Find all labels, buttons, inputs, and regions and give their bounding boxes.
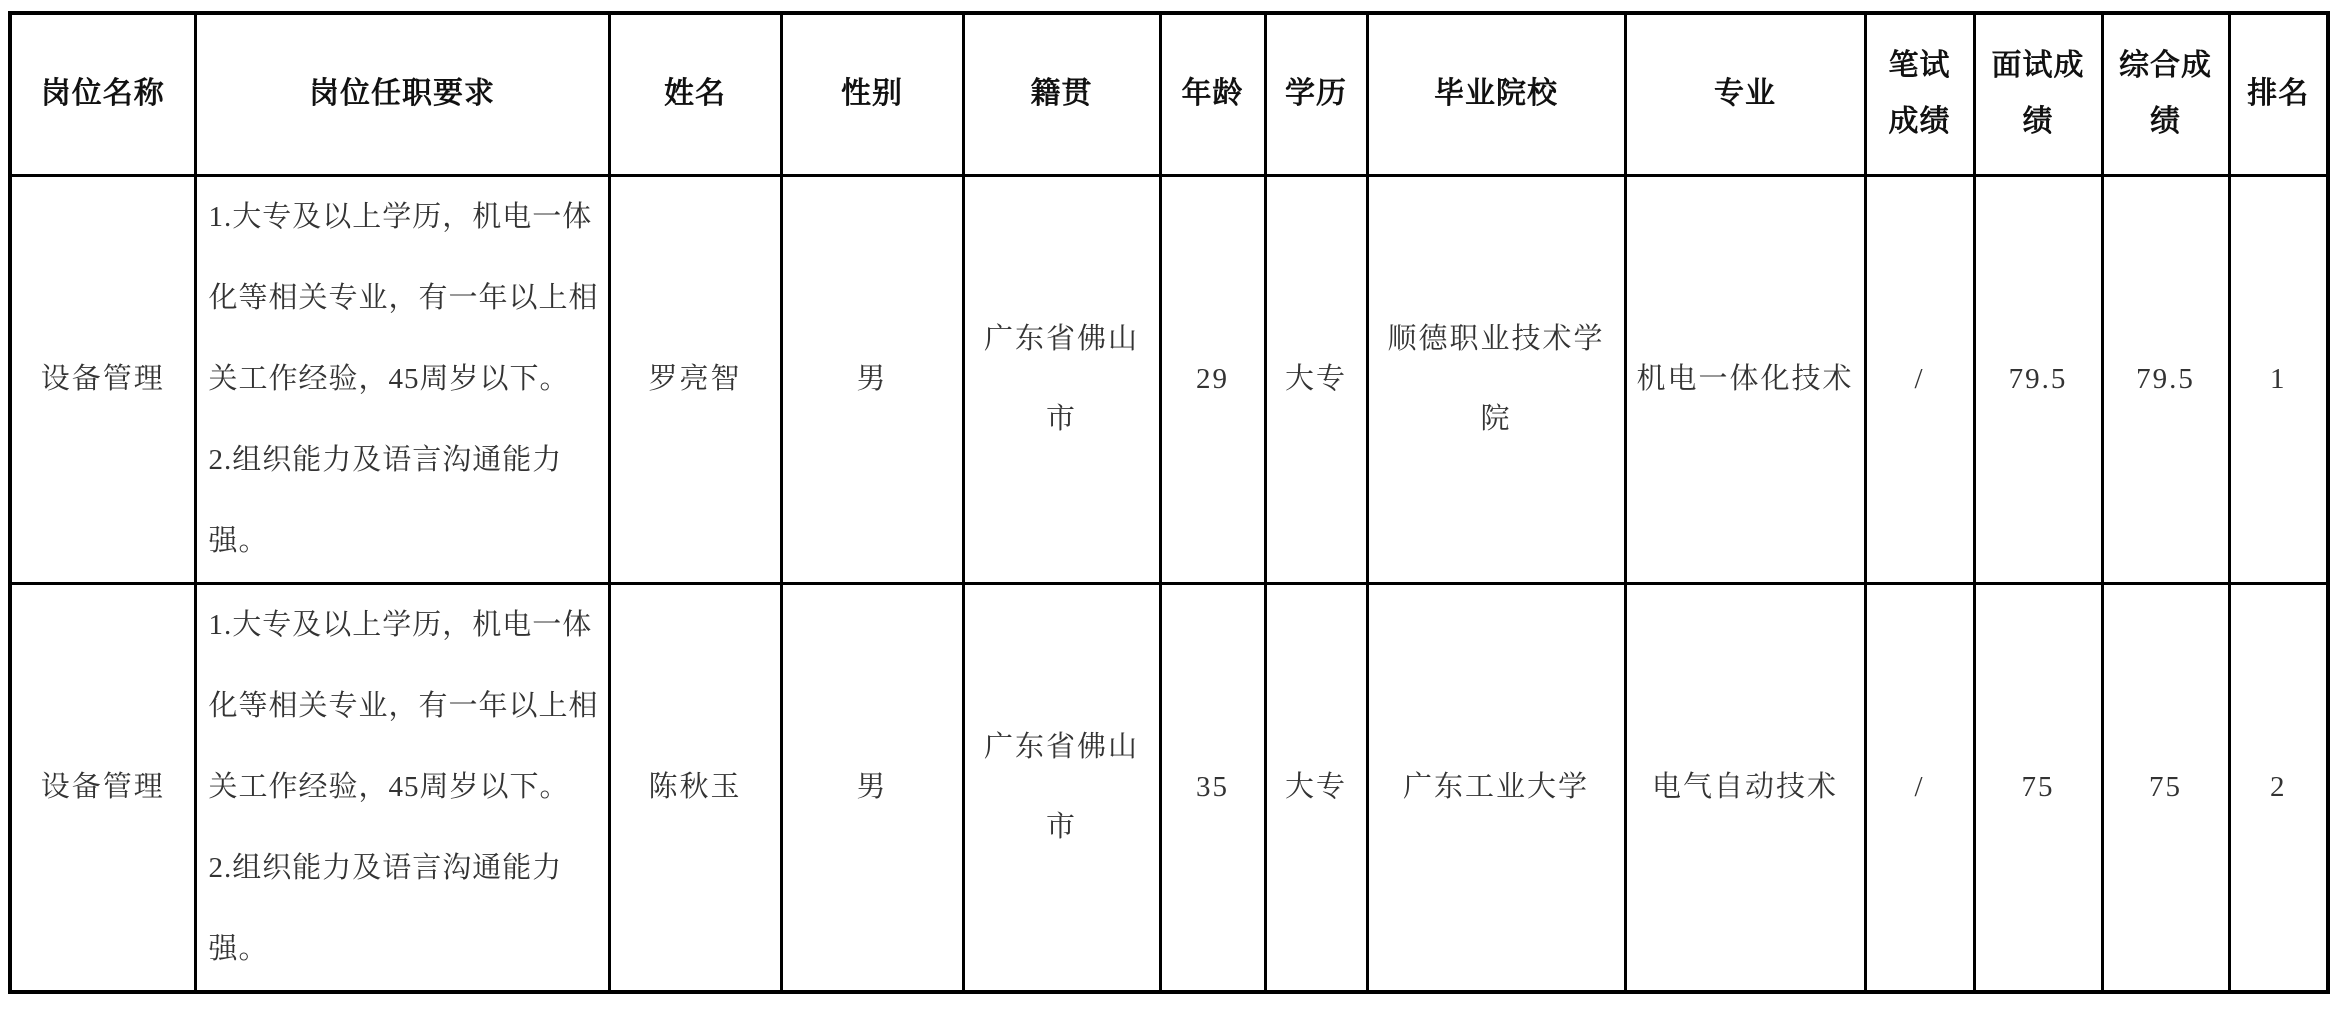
- requirement-line: 1.大专及以上学历，机电一体: [208, 608, 593, 641]
- table-body: [10, 175, 2328, 992]
- cell-requirements: [195, 583, 609, 992]
- table-header: [10, 13, 2328, 175]
- requirement-line: 化等相关专业，有一年以上相: [208, 689, 599, 722]
- cell-rank: 2: [2229, 583, 2328, 992]
- col-header-total-score: 综合成绩: [2102, 13, 2229, 175]
- col-header-interview-score: 面试成绩: [1974, 13, 2102, 175]
- cell-major: 电气自动技术: [1625, 583, 1865, 992]
- cell-name: 罗亮智: [609, 175, 781, 583]
- col-header-rank: 排名: [2229, 13, 2328, 175]
- col-header-major: 专业: [1625, 13, 1865, 175]
- cell-written-score: /: [1865, 583, 1974, 992]
- cell-total-score: 75: [2102, 583, 2229, 992]
- col-header-position: 岗位名称: [10, 13, 195, 175]
- cell-hometown: 广东省佛山市: [963, 175, 1160, 583]
- cell-school: 广东工业大学: [1367, 583, 1625, 992]
- cell-age: 29: [1160, 175, 1265, 583]
- requirement-line: 化等相关专业，有一年以上相: [208, 281, 599, 314]
- col-header-name: 姓名: [609, 13, 781, 175]
- requirement-line: 2.组织能力及语言沟通能力: [208, 443, 563, 476]
- cell-hometown: 广东省佛山市: [963, 583, 1160, 992]
- col-header-age: 年龄: [1160, 13, 1265, 175]
- cell-requirements: [195, 175, 609, 583]
- table-row: [10, 583, 2328, 992]
- requirement-line: 关工作经验，45周岁以下。: [208, 362, 570, 395]
- cell-position: 设备管理: [10, 175, 195, 583]
- requirement-line: 强。: [208, 932, 269, 965]
- cell-written-score: /: [1865, 175, 1974, 583]
- requirement-line: 强。: [208, 524, 269, 557]
- cell-interview-score: 75: [1974, 583, 2102, 992]
- col-header-gender: 性别: [781, 13, 963, 175]
- recruitment-score-table: [8, 11, 2330, 994]
- cell-total-score: 79.5: [2102, 175, 2229, 583]
- requirement-line: 关工作经验，45周岁以下。: [208, 770, 570, 803]
- col-header-written-score: 笔试成绩: [1865, 13, 1974, 175]
- cell-major: 机电一体化技术: [1625, 175, 1865, 583]
- col-header-school: 毕业院校: [1367, 13, 1625, 175]
- cell-gender: 男: [781, 175, 963, 583]
- cell-education: 大专: [1265, 583, 1367, 992]
- table-row: [10, 175, 2328, 583]
- header-row: [10, 13, 2328, 175]
- col-header-hometown: 籍贯: [963, 13, 1160, 175]
- cell-school: 顺德职业技术学院: [1367, 175, 1625, 583]
- cell-age: 35: [1160, 583, 1265, 992]
- cell-name: 陈秋玉: [609, 583, 781, 992]
- cell-gender: 男: [781, 583, 963, 992]
- requirement-line: 2.组织能力及语言沟通能力: [208, 851, 563, 884]
- col-header-education: 学历: [1265, 13, 1367, 175]
- cell-position: 设备管理: [10, 583, 195, 992]
- requirement-line: 1.大专及以上学历，机电一体: [208, 200, 593, 233]
- cell-education: 大专: [1265, 175, 1367, 583]
- cell-rank: 1: [2229, 175, 2328, 583]
- col-header-requirements: 岗位任职要求: [195, 13, 609, 175]
- cell-interview-score: 79.5: [1974, 175, 2102, 583]
